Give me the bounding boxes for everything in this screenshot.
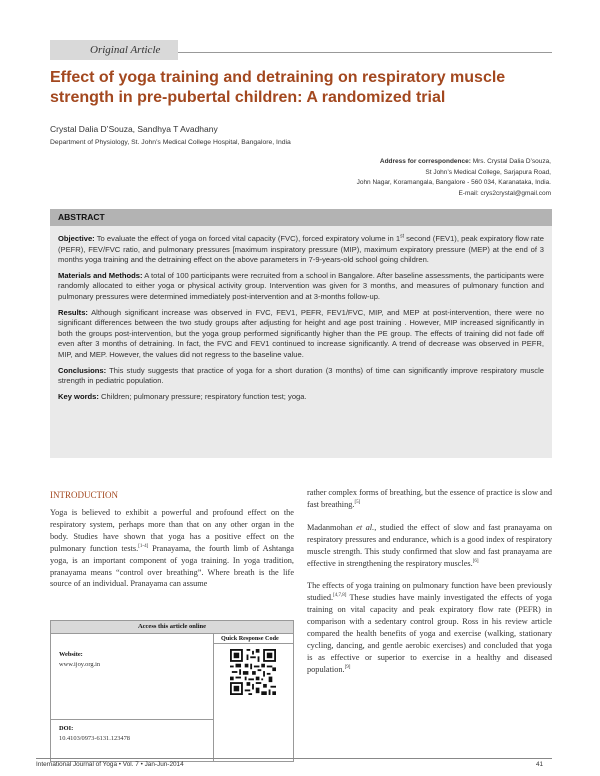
divider [51,719,213,720]
paragraph [307,487,552,511]
abstract-heading: ABSTRACT [58,212,105,222]
objective-label: Objective: [58,234,95,243]
abstract-conclusions [58,366,544,387]
results-label: Results: [58,307,88,317]
text: These studies have mainly investigated the effects of yoga training on vital capacity and peak expiratory flow rate (PEFR) in comparison with a sedentary control group. Ross in his review article compared the health benefits of yoga and exercise (walking, stationary cycling, dancing, and gentle aerobic exercises) and concluded that yoga is as effective or superior to exercise in a healthy and diseased population. [307,593,552,674]
text: Madanmohan [307,522,357,532]
qr-rule [214,643,294,644]
correspondence-line: Mrs. Crystal Dalia D’souza, [470,158,551,165]
header-rule [178,52,552,53]
abstract-results [58,308,544,361]
paragraph [307,580,552,675]
text: , studied the effect of slow and fast pranayama on respiratory pressures and endurance, which is a good index of respiratory muscle strength. This study confirmed that slow and fast pranayama are effective in strengthening the respiratory muscles. [307,522,552,568]
access-heading: Access this article online [51,621,293,634]
conclusions-text: This study suggests that practice of yoga for a short duration (3 months) of time can significantly improve respiratory muscle strength in pediatric population. [58,365,544,386]
paper-title: Effect of yoga training and detraining on respiratory muscle strength in pre-pubertal children: A randomized trial [50,69,506,106]
page-number: 41 [536,761,544,768]
methods-text: A total of 100 participants were recruited from a school in Bangalore. After baseline assessments, the participants were randomly allocated to either yoga or physical activity group. Intervention was given for 3 months, and measures of pulmonary function and pulmonary pressures were determined immediately post-intervention and at 3-months follow-up. [58,270,545,301]
footer-rule [36,758,552,759]
citation: [6] [472,558,479,564]
article-type-tab [50,40,178,60]
keywords-text: Children; pulmonary pressure; respiratory function test; yoga. [98,391,307,401]
right-column [307,487,552,687]
results-text: Although significant increase was observed in FVC, FEV1, PEFR, FEV1/FVC, MIP, and MEP at post-intervention, there were no significant differences between the two study groups after adjusting for height and age post training . However, MIP increased significantly in both the groups post-intervention, but the yoga group performed significantly higher than the PE group. The effects of training did not fade off even after 3 months of detraining. In fact, the FVC and FEV1 continued to increase significantly. A trend of decrease was observed in PEFR, MIP, and MEP. However, the values did not regress to the baseline value. [58,307,544,359]
text: rather complex forms of breathing, but the essence of practice is slow and fast breathing. [307,488,552,509]
citation: [5] [354,500,361,506]
text-italic: et al. [356,522,375,532]
doi-label: DOI: [59,725,74,732]
section-heading: INTRODUCTION [50,490,118,500]
doi-value[interactable]: 10.4103/0973-6131.123478 [59,735,131,742]
left-column [50,507,294,601]
authors: Crystal Dalia D’Souza, Sandhya T Avadhany [50,124,218,134]
abstract-body [50,226,552,458]
keywords-label: Key words: [58,391,99,401]
abstract-header [50,209,552,226]
abstract-objective [58,234,544,266]
website-label: Website: [59,651,83,658]
citation: [1-4] [138,543,149,549]
objective-text-cont: second (FEV1), peak expiratory flow rate (PEFR), FEV/FVC ratio, and pulmonary pressures [maximum inspiratory pressure (MIP), maximum expiratory pressure (MEP) at the end of 3 months yoga training and the detraining effect on the above parameters in 7-9-years-old school going children. [58,234,545,265]
objective-sup: st [400,233,404,240]
paragraph [307,522,552,570]
access-online-box [50,620,294,762]
abstract-keywords [58,392,544,403]
qr-label: Quick Response Code [221,635,279,642]
correspondence-line: John Nagar, Koramangala, Bangalore - 560 034, Karanataka, India. [356,179,551,186]
citation: [4,7,8] [333,593,347,599]
paragraph [50,507,294,590]
text: Yoga is believed to exhibit a powerful and profound effect on the respiratory system, perhaps more than that on any other organ in the body. Studies have shown that yoga has a positive effect on the pulmonary function tests. [50,508,294,553]
conclusions-label: Conclusions: [58,365,107,375]
abstract-methods [58,271,544,303]
website-link[interactable]: www.ijoy.org.in [59,661,101,668]
affiliation: Department of Physiology, St. John’s Medical College Hospital, Bangalore, India [50,139,291,146]
text: Pranayama, the fourth limb of Ashtanga yoga, is an important component of yoga training. In yoga tradition, pranayama means “control over breathing”. Where breath is the life source of an individual. Pranayama can assume [50,543,294,589]
footer-journal: International Journal of Yoga • Vol. 7 • Jan-Jun-2014 [36,761,184,768]
citation: [9] [344,665,351,671]
correspondence-email: E-mail: crys2crystal@gmail.com [458,189,551,197]
text: The effects of yoga training on pulmonary function have been previously studied. [307,581,552,603]
correspondence-label: Address for correspondence: [379,158,471,165]
methods-label: Materials and Methods: [58,270,143,280]
objective-text: To evaluate the effect of yoga on forced vital capacity (FVC), forced expiratory volume in 1 [94,234,401,243]
qr-code-icon[interactable] [230,649,276,695]
article-type-label: Original Article [90,44,161,56]
correspondence-block [231,157,551,199]
correspondence-line: St John’s Medical College, Sarjapura Road, [425,168,551,176]
